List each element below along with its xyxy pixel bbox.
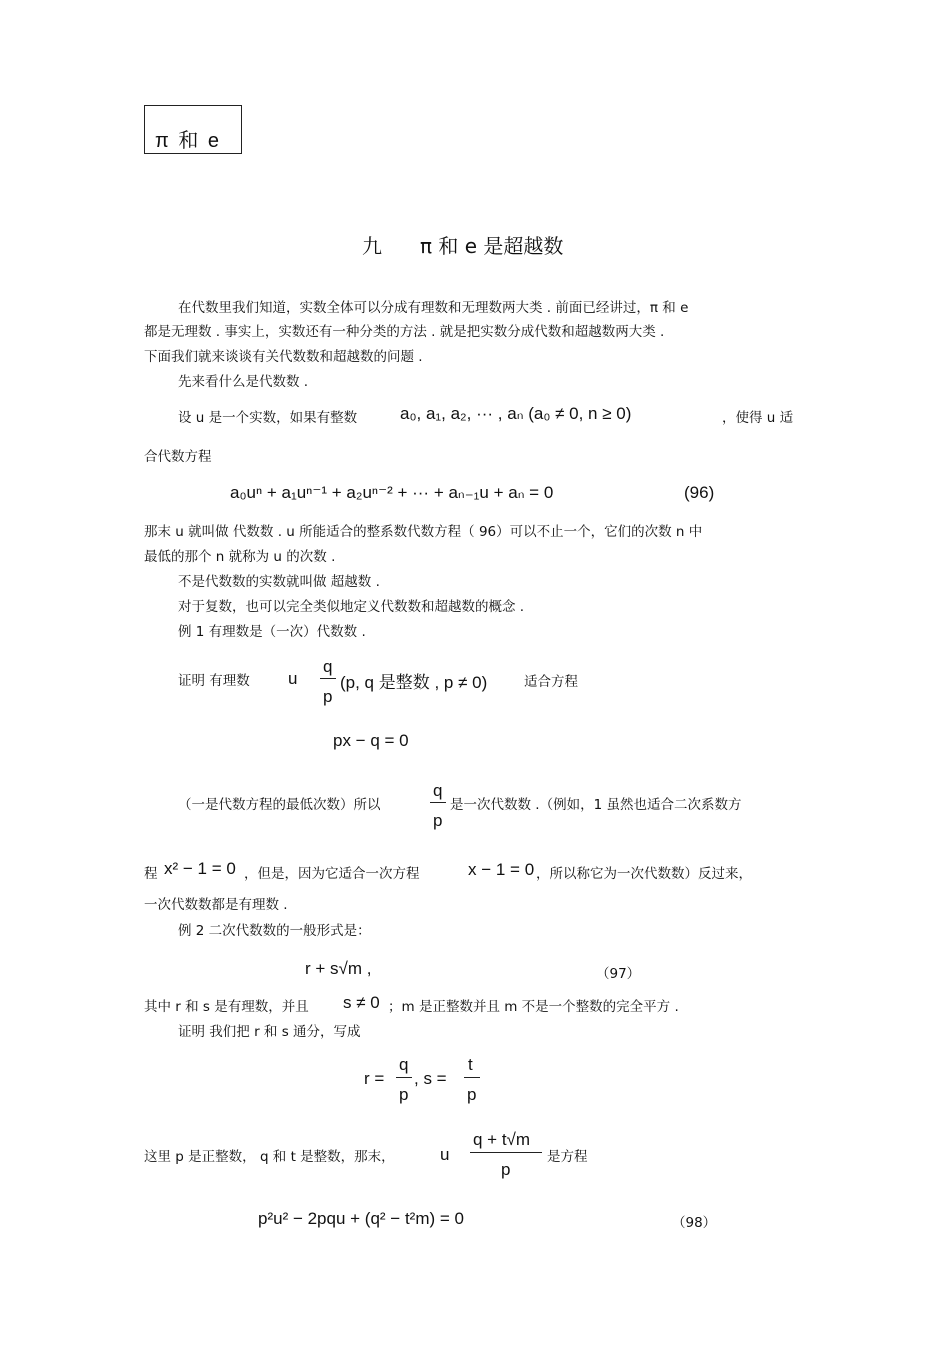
para8-c: ，所以称它为一次代数数）反过来， [536,866,752,882]
r-equals: r = [364,1069,385,1088]
frac2-line [430,802,446,803]
proof1-label: 证明 有理数 [178,673,250,689]
frac3-numerator: q [399,1055,409,1074]
equation-98: p²u² − 2pqu + (q² − t²m) = 0 [258,1209,464,1228]
frac2-numerator: q [433,781,443,800]
equation-97: r + s√m , [305,959,372,978]
section-title: π 和 e 是超越数 [420,234,564,258]
equation-96: a₀uⁿ + a₁uⁿ⁻¹ + a₂uⁿ⁻² + ··· + aₙ₋₁u + aₙ = 0 [230,483,554,502]
proof2: 证明 我们把 r 和 s 通分，写成 [178,1024,361,1040]
para3-pre: 设 u 是一个实数，如果有整数 [178,410,358,426]
frac3-denominator: p [399,1085,409,1104]
s-nonzero: s ≠ 0 [343,993,380,1012]
para3-post: ，使得 u 适 [722,410,794,426]
para1-line3: 下面我们就来谈谈有关代数数和超越数的问题 . [144,349,423,365]
para6: 对于复数，也可以完全类似地定义代数数和超越数的概念 . [178,599,525,615]
proof1-suffix: 适合方程 [524,674,578,690]
equation-96-number: (96) [684,483,715,502]
para11-pre: 这里 p 是正整数， q 和 t 是整数，那末， [144,1149,395,1165]
section-number: 九 [362,234,382,258]
quadratic-example: x² − 1 = 0 [164,859,236,878]
header-box-text: π 和 e [155,130,222,152]
frac1-denominator: p [323,687,333,706]
para1-line1: 在代数里我们知道，实数全体可以分成有理数和无理数两大类 . 前面已经讲过，π 和 e [178,300,689,316]
para4-line1: 那末 u 就叫做 代数数 . u 所能适合的整系数代数方程（ 96）可以不止一个，它们的次数 n 中 [144,524,703,540]
frac1-numerator: q [323,657,333,676]
frac4-line [464,1077,480,1078]
para11-post: 是方程 [547,1149,588,1165]
frac5-numerator: q + t√m [473,1130,531,1149]
frac4-numerator: t [468,1055,473,1074]
coef-sequence: a₀, a₁, a₂, ··· , aₙ (a₀ ≠ 0, n ≥ 0) [400,404,632,423]
frac1-line [320,678,336,679]
para1-line2: 都是无理数 . 事实上，实数还有一种分类的方法 . 就是把实数分成代数和超越数两大类 . [144,324,665,340]
proof1-condition: (p, q 是整数 , p ≠ 0) [340,673,488,692]
para7-post: 是一次代数数 .（例如，1 虽然也适合二次系数方 [450,797,742,813]
example-2: 例 2 二次代数数的一般形式是： [178,923,371,939]
u-symbol: u [288,669,298,688]
para7-pre: （一是代数方程的最低次数）所以 [178,797,381,813]
equation-98-number: （98） [672,1215,717,1231]
para3-line2: 合代数方程 [144,449,212,465]
frac5-line [470,1152,542,1153]
s-equals: , s = [414,1069,447,1088]
para2: 先来看什么是代数数 . [178,374,309,390]
equation-97-number: （97） [596,966,641,982]
example-1: 例 1 有理数是（一次）代数数 . [178,624,366,640]
para5: 不是代数数的实数就叫做 超越数 . [178,574,380,590]
para4-line2: 最低的那个 n 就称为 u 的次数 . [144,549,336,565]
para9: 一次代数数都是有理数 . [144,897,288,913]
para10-a: 其中 r 和 s 是有理数，并且 [144,999,309,1015]
frac2-denominator: p [433,811,443,830]
frac4-denominator: p [467,1085,477,1104]
para8-a: 程 [144,866,158,882]
frac5-denominator: p [501,1160,511,1179]
para10-b: ；m 是正整数并且 m 不是一个整数的完全平方 . [388,999,679,1015]
linear-equation: px − q = 0 [333,731,409,750]
frac3-line [396,1077,412,1078]
u-symbol-2: u [440,1145,450,1164]
header-box [144,105,242,154]
linear-example: x − 1 = 0 [468,860,535,879]
para8-b: ，但是，因为它适合一次方程 [244,866,420,882]
